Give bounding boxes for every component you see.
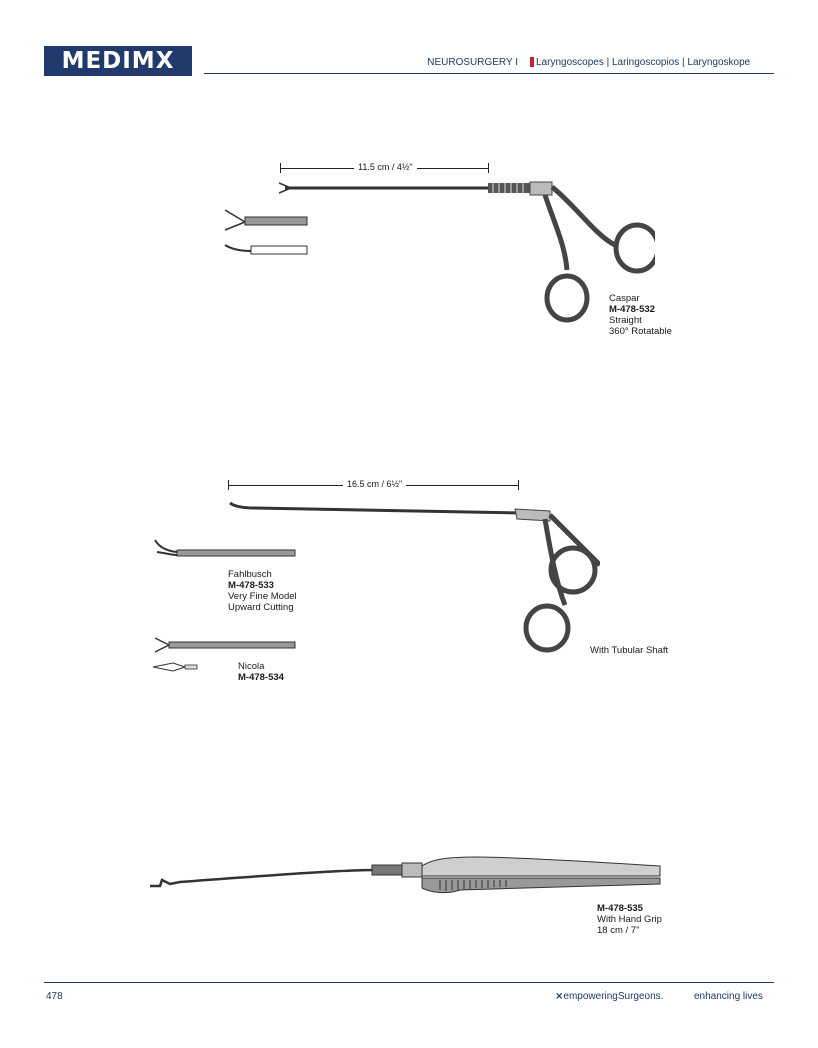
product-detail: 360° Rotatable (609, 326, 672, 337)
product-code: M-478-532 (609, 304, 655, 315)
header-title: Laryngoscopes | Laringoscopios | Laryngoskope (536, 57, 751, 68)
fahlbusch-forceps-illustration (145, 495, 600, 690)
header-section: NEUROSURGERY I (427, 57, 518, 68)
product-detail: 18 cm / 7" (597, 925, 640, 936)
product-code: M-478-535 (597, 903, 643, 914)
caption-caspar (609, 293, 672, 337)
product-code: M-478-533 (228, 580, 274, 591)
brand-mark-icon: ⨯ (555, 991, 564, 1002)
product-name: Caspar (609, 293, 640, 304)
caption-tubular-shaft: With Tubular Shaft (590, 645, 669, 656)
caption-nicola (238, 661, 284, 683)
footer-brand-text: empoweringSurgeons. (563, 991, 664, 1002)
product-name: Fahlbusch (228, 569, 272, 580)
dimension-label-2: 16.5 cm / 6½" (343, 479, 406, 489)
footer-divider (44, 982, 774, 983)
caspar-forceps-illustration (215, 175, 655, 350)
product-detail: Upward Cutting (228, 602, 294, 613)
header-accent-mark (530, 57, 534, 67)
caption-hand-grip (597, 903, 662, 936)
header-divider (204, 73, 774, 74)
hand-grip-forceps-illustration (140, 848, 670, 900)
product-detail: With Hand Grip (597, 914, 662, 925)
product-code: M-478-534 (238, 672, 284, 683)
caption-fahlbusch (228, 569, 297, 613)
footer-brand (555, 991, 663, 1002)
footer-tagline: enhancing lives (694, 991, 763, 1002)
brand-logo: MEDIMX (44, 46, 192, 76)
product-name: Nicola (238, 661, 265, 672)
product-detail: Very Fine Model (228, 591, 297, 602)
dimension-label-1: 11.5 cm / 4½" (354, 162, 417, 172)
product-detail: Straight (609, 315, 642, 326)
page-number: 478 (46, 991, 63, 1002)
